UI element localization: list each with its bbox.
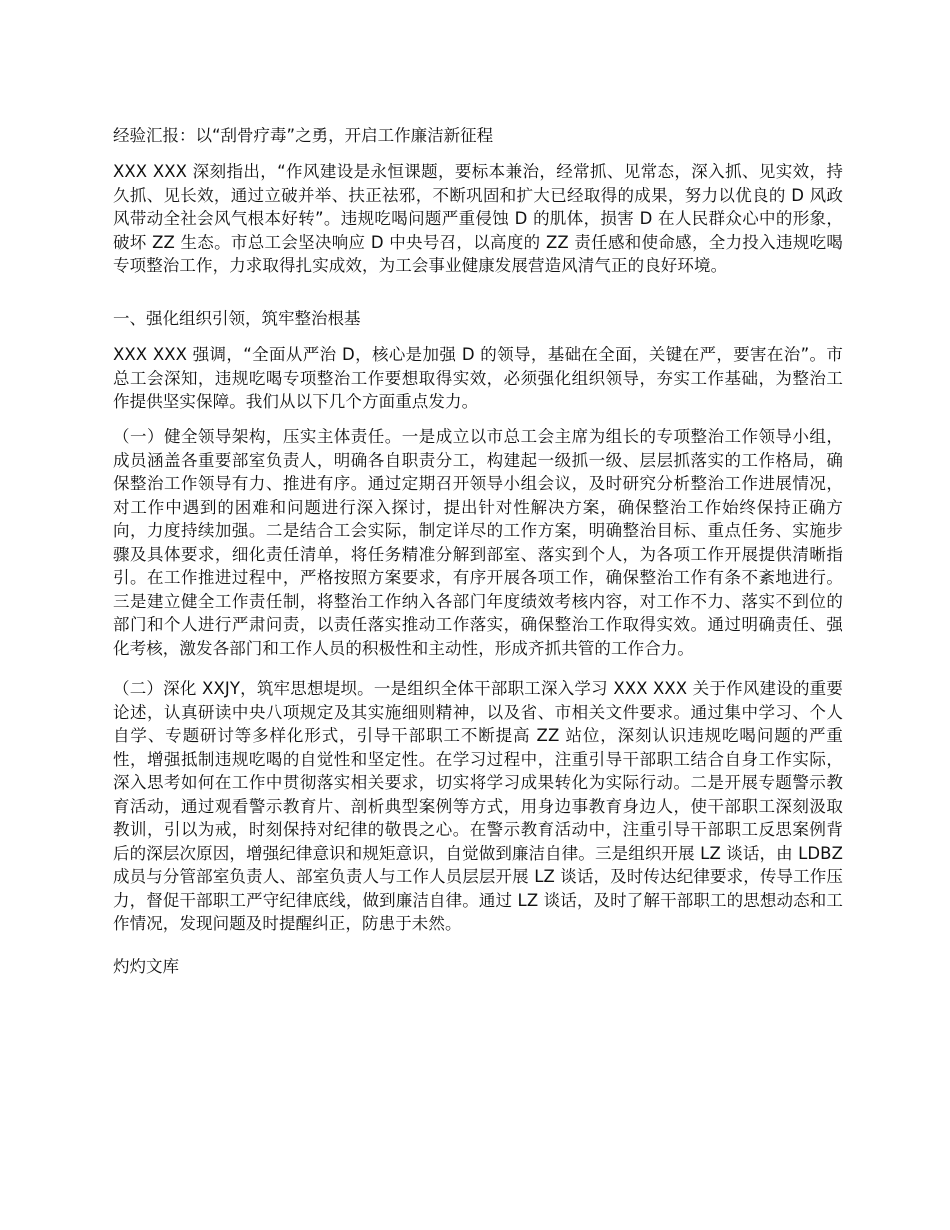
section-part1-paragraph: （一）健全领导架构，压实主体责任。一是成立以市总工会主席为组长的专项整治工作领导小组，成员涵盖各重要部室负责人，明确各自职责分工，构建起一级抓一级、层层抓落实的工作格局，确保整治工作领导有力、推进有序。通过定期召开领导小组会议，及时研究分析整治工作进展情况，对工作中遇到的困难和问题进行深入探讨，提出针对性解决方案，确保整治工作始终保持正确方向，力度持续加强。二是结合工会实际，制定详尽的工作方案，明确整治目标、重点任务、实施步骤及具体要求，细化责任清单，将任务精准分解到部室、落实到个人，为各项工作开展提供清晰指引。在工作推进过程中，严格按照方案要求，有序开展各项工作，确保整治工作有条不紊地进行。三是建立健全工作责任制，将整治工作纳入各部门年度绩效考核内容，对工作不力、落实不到位的部门和个人进行严肃问责，以责任落实推动工作落实，确保整治工作取得实效。通过明确责任、强化考核，激发各部门和工作人员的积极性和主动性，形成齐抓共管的工作合力。 — [113, 427, 843, 658]
section-part2-paragraph: （二）深化 XXJY，筑牢思想堤坝。一是组织全体干部职工深入学习 XXX XXX 关于作风建设的重要论述，认真研读中央八项规定及其实施细则精神，以及省、市相关文件要求。通过集中学习、个人自学、专题研讨等多样化形式，引导干部职工不断提高 ZZ 站位，深刻认识违规吃喝问题的严重性，增强抵制违规吃喝的自觉性和坚定性。在学习过程中，注重引导干部职工结合自身工作实际，深入思考如何在工作中贯彻落实相关要求，切实将学习成果转化为实际行动。二是开展专题警示教育活动，通过观看警示教育片、剖析典型案例等方式，用身边事教育身边人，使干部职工深刻汲取教训，引以为戒，时刻保持对纪律的敬畏之心。在警示教育活动中，注重引导干部职工反思案例背后的深层次原因，增强纪律意识和规矩意识，自觉做到廉洁自律。三是组织开展 LZ 谈话，由 LDBZ 成员与分管部室负责人、部室负责人与工作人员层层开展 LZ 谈话，及时传达纪律要求，传导工作压力，督促干部职工严守纪律底线，做到廉洁自律。通过 LZ 谈话，及时了解干部职工的思想动态和工作情况，发现问题及时提醒纠正，防患于未然。 — [113, 679, 843, 933]
section-heading: 一、强化组织引领，筑牢整治根基 — [113, 309, 361, 328]
section-intro-paragraph: XXX XXX 强调，“全面从严治 D，核心是加强 D 的领导，基础在全面，关键在严，要害在治”。市总工会深知，违规吃喝专项整治工作要想取得实效，必须强化组织领导，夯实工作基础，为整治工作提供坚实保障。我们从以下几个方面重点发力。 — [113, 345, 843, 411]
intro-paragraph: XXX XXX 深刻指出，“作风建设是永恒课题，要标本兼治，经常抓、见常态，深入抓、见实效，持久抓、见长效，通过立破并举、扶正祛邪，不断巩固和扩大已经取得的成果，努力以优良的 D 风政风带动全社会风气根本好转”。违规吃喝问题严重侵蚀 D 的肌体，损害 D 在人民群众心中的形象，破坏 ZZ 生态。市总工会坚决响应 D 中央号召，以高度的 ZZ 责任感和使命感，全力投入违规吃喝专项整治工作，力求取得扎实成效，为工会事业健康发展营造风清气正的良好环境。 — [113, 162, 843, 275]
footer-source-label: 灼灼文库 — [113, 957, 179, 976]
document-title: 经验汇报：以“刮骨疗毒”之勇，开启工作廉洁新征程 — [113, 126, 494, 145]
